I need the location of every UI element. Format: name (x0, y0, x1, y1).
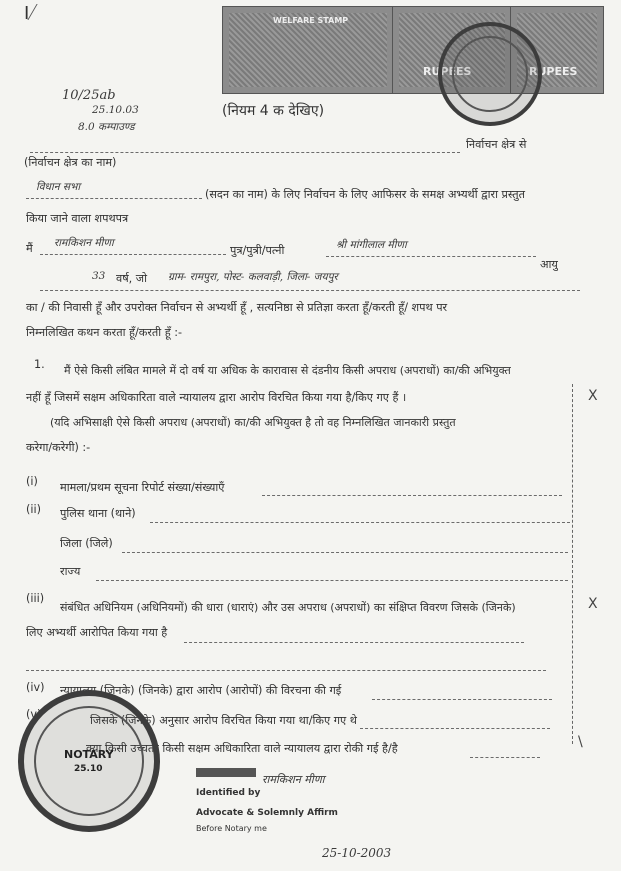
notary-seal-text: NOTARY (64, 748, 114, 761)
address-intro: वर्ष, जो (116, 272, 147, 285)
item1-line4: करेगा/करेगी) :- (26, 441, 91, 454)
item-iii-label-2: लिए अभ्यर्थी आरोपित किया गया है (26, 626, 168, 639)
item-iv-label: न्यायालय (जिनके) (जिनके) द्वारा आरोप (आरोपों) की विरचना की गई (60, 684, 342, 697)
house-name-handwritten: विधान सभा (36, 181, 81, 193)
margin-bracket (572, 384, 574, 744)
margin-mark-2: X (588, 596, 598, 612)
item-iv-number: (iv) (26, 681, 45, 694)
item-v-line (360, 728, 550, 729)
relation-label: पुत्र/पुत्री/पत्नी (230, 244, 285, 257)
state-label: राज्य (60, 565, 81, 578)
welfare-stamp (222, 6, 394, 94)
father-name: श्री मांगीलाल मीणा (336, 239, 407, 251)
item-iii-label: संबंधित अधिनियम (अधिनियमों) की धारा (धाराएं) और उस अपराध (अपराधों) का संक्षिप्त विवरण जिसके (जिनके) (60, 601, 516, 614)
notary-seal-date: 25.10 (74, 764, 103, 774)
redacted-name (196, 768, 256, 777)
item1-line1: मैं ऐसे किसी लंबित मामले में दो वर्ष या अधिक के कारावास से दंडनीय किसी अपराध (अपराधों) का/की अभियुक्त (64, 364, 511, 377)
item-vi-line (470, 757, 540, 758)
item-i-number: (i) (26, 475, 38, 488)
state-line (96, 580, 568, 581)
item-iii-line-1 (184, 642, 524, 643)
affidavit-line: किया जाने वाला शपथपत्र (26, 212, 129, 225)
item-vi-label: क्या किसी उच्चतर किसी सक्षम अधिकारिता वाले न्यायालय द्वारा रोकी गई है/है (86, 742, 398, 755)
item1-line3: (यदि अभिसाक्षी ऐसे किसी अपराध (अपराधों) का/की अभियुक्त है तो वह निम्नलिखित जानकारी प्रस्तुत (50, 416, 456, 429)
item-i-line (262, 495, 562, 496)
item-ii-line (150, 522, 570, 523)
item-v-number: (v) (26, 708, 42, 721)
i-label: मैं (26, 242, 33, 255)
margin-mark-3: \ (578, 734, 583, 750)
address-handwritten: ग्राम- रामपुरा, पोस्ट- कलवाड़ी, जिला- जयपुर (168, 271, 338, 283)
house-line: (सदन का नाम) के लिए निर्वाचन के लिए आफिसर के समक्ष अभ्यर्थी द्वारा प्रस्तुत (205, 188, 525, 201)
constituency-name-label: (निर्वाचन क्षेत्र का नाम) (24, 156, 117, 169)
age-label: आयु (540, 258, 558, 271)
ref-date: 25.10.03 (92, 104, 139, 116)
stamp-label-rupees-1: RUPEES (423, 65, 472, 78)
candidate-name: रामकिशन मीणा (54, 237, 114, 249)
welfare-stamp-label: WELFARE STAMP (273, 16, 349, 25)
district-label: जिला (जिले) (60, 537, 113, 550)
rule-reference: (नियम 4 क देखिए) (222, 103, 325, 119)
notary-line-3: Before Notary me (196, 824, 267, 833)
signature-1: रामकिशन मीणा (262, 773, 325, 786)
ref-note: 8.0 कम्पाउण्ड (78, 121, 135, 133)
item1-number: 1. (34, 358, 45, 371)
constituency-suffix: निर्वाचन क्षेत्र से (466, 138, 527, 151)
item-iv-line (372, 699, 552, 700)
ref-number: 10/25ab (62, 88, 116, 103)
notary-line-2: Advocate & Solemnly Affirm (196, 808, 338, 818)
item-ii-label: पुलिस थाना (थाने) (60, 507, 136, 520)
postmark-seal (438, 22, 542, 126)
item-ii-number: (ii) (26, 503, 41, 516)
item-i-label: मामला/प्रथम सूचना रिपोर्ट संख्या/संख्याएँ (60, 481, 225, 494)
corner-mark: I (24, 3, 30, 24)
statement-line: निम्नलिखित कथन करता हूँ/करती हूँ :- (26, 326, 183, 339)
item1-line2: नहीं हूँ जिसमें सक्षम अधिकारिता वाले न्यायालय द्वारा आरोप विरचित किया गया है/किए गए हैं । (26, 391, 407, 404)
item-iii-number: (iii) (26, 592, 45, 605)
constituency-line (30, 152, 460, 153)
signature-2: 25-10-2003 (322, 846, 392, 860)
item-v-label: जिसके (जिनके) अनुसार आरोप विरचित किया गया था/किए गए थे (90, 714, 357, 727)
father-name-line (326, 256, 536, 257)
notary-seal (18, 690, 160, 832)
address-line (40, 290, 580, 291)
house-name-line (26, 198, 202, 199)
residence-line: का / की निवासी हूँ और उपरोक्त निर्वाचन से अभ्यर्थी हूँ , सत्यनिष्ठा से प्रतिज्ञा करता हूँ/करती हूँ/ शपथ पर (26, 301, 448, 314)
candidate-name-line (40, 254, 226, 255)
district-line (122, 552, 568, 553)
stamp-label-rupees-2: RUPEES (529, 65, 578, 78)
age-value: 33 (92, 270, 106, 282)
margin-mark-1: X (588, 388, 598, 404)
notary-line-1: Identified by (196, 788, 261, 798)
corner-slash (27, 4, 55, 20)
item-iii-line-2 (26, 670, 546, 671)
